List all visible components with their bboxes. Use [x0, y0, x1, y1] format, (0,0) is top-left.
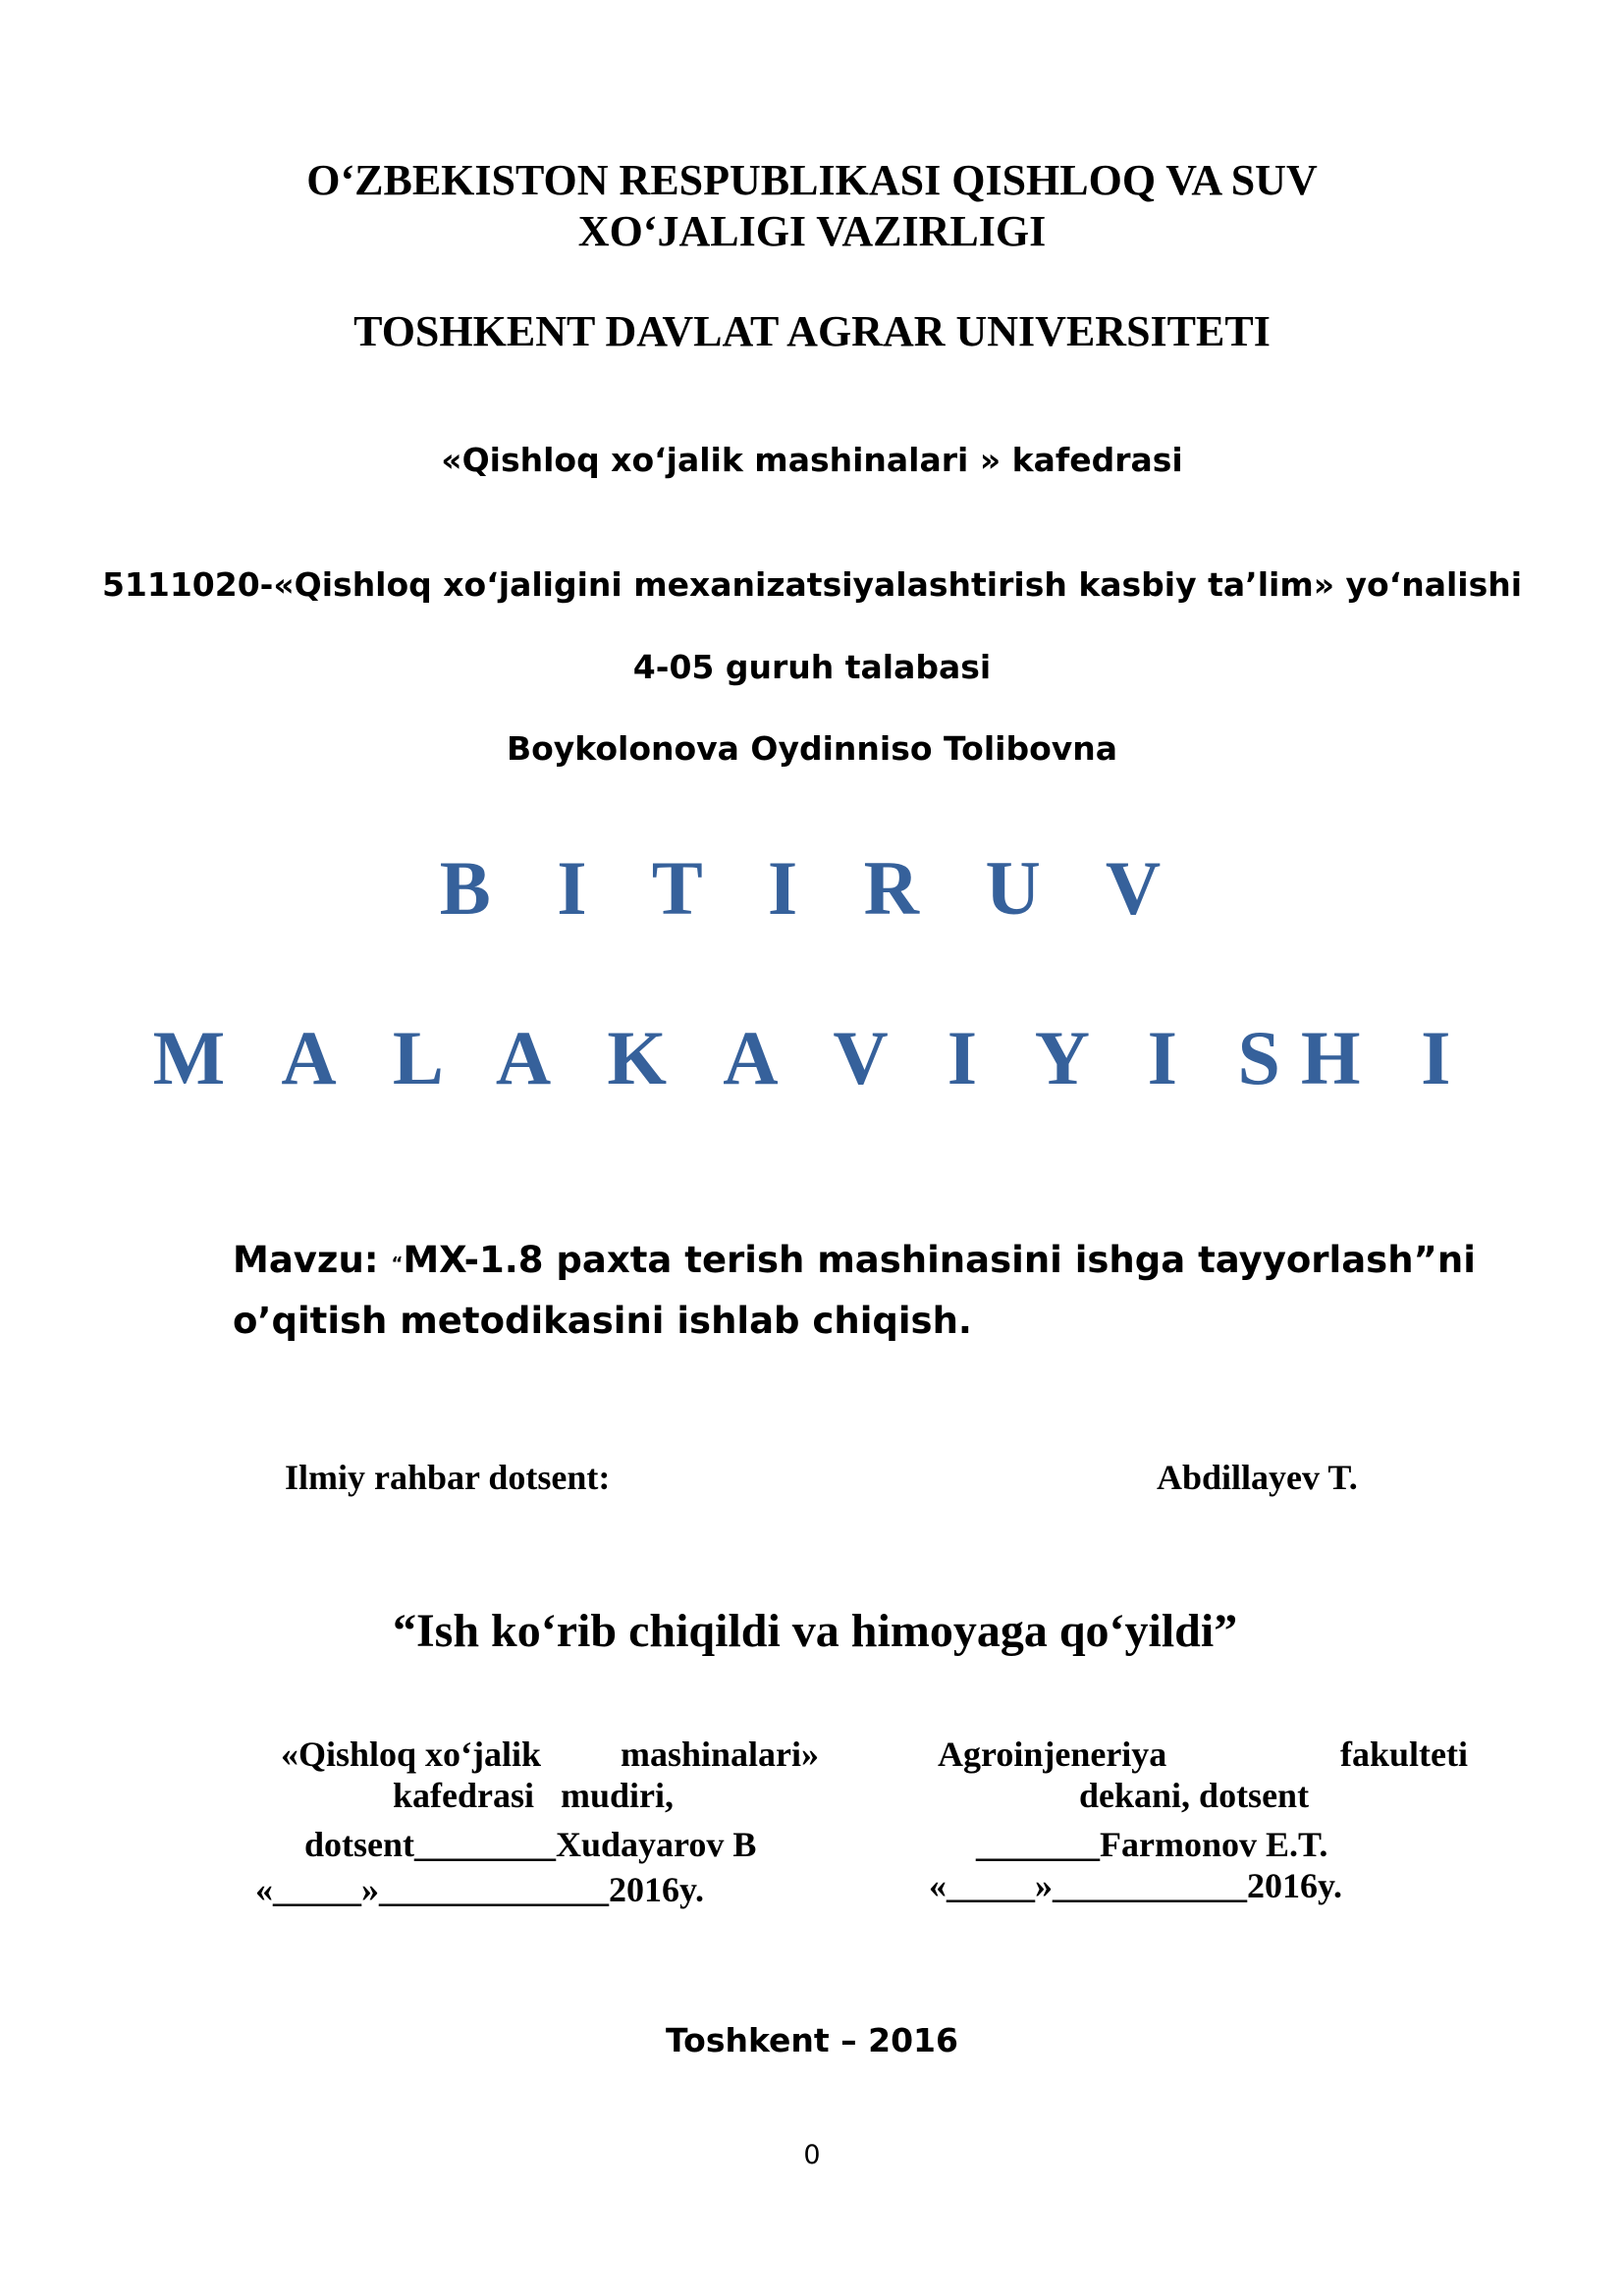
left-signature-block: [255, 1734, 825, 1910]
right-signature-block: [923, 1734, 1473, 1906]
left-block-line-1: [255, 1734, 819, 1775]
group-line: 4-05 guruh talabasi: [632, 648, 992, 686]
university-name: TOSHKENT DAVLAT AGRAR UNIVERSITETI: [353, 307, 1271, 355]
left-block-line-1b: mashinalari»: [620, 1735, 819, 1774]
topic-label: Mavzu:: [233, 1239, 379, 1281]
thesis-title-line-1: B I T I R U V: [439, 845, 1185, 931]
topic-text: MX-1.8 paxta terish mashinasini ishga tayyorlash”ni o’qitish metodikasini ishlab chiqish.: [233, 1239, 1476, 1342]
ministry-line-1: O‘ZBEKISTON RESPUBLIKASI QISHLOQ VA SUV: [306, 156, 1318, 204]
right-block-line-1: [923, 1734, 1468, 1775]
right-block-line-1a: Agroinjeneriya: [938, 1735, 1167, 1774]
specialty-line: 5111020-«Qishloq xo‘jaligini mexanizatsiyalashtirish kasbiy ta’lim» yo‘nalishi: [101, 565, 1523, 604]
supervisor-name: Abdillayev T.: [1157, 1458, 1358, 1497]
page-number: 0: [803, 2140, 821, 2170]
student-name: Boykolonova Oydinniso Tolibovna: [506, 729, 1118, 768]
topic-paragraph: [233, 1230, 1519, 1352]
topic-open-quote: “: [391, 1254, 404, 1274]
thesis-title-line-2: M A L A K A V I Y I SH I: [152, 1015, 1472, 1100]
department-name: «Qishloq xo‘jalik mashinalari » kafedrasi: [441, 441, 1183, 479]
ministry-line-2: XO‘JALIGI VAZIRLIGI: [577, 207, 1047, 255]
supervisor-label: Ilmiy rahbar dotsent:: [285, 1458, 611, 1497]
left-block-line-1a: «Qishloq xo‘jalik: [281, 1735, 542, 1774]
right-block-line-4: «_____»___________2016y.: [929, 1866, 1343, 1905]
left-block-line-2: kafedrasi mudiri,: [393, 1776, 675, 1815]
approval-quote: “Ish ko‘rib chiqildi va himoyaga qo‘yildi”: [393, 1605, 1238, 1657]
left-block-line-4: «_____»_____________2016y.: [255, 1870, 705, 1909]
left-block-line-3: dotsent________Xudayarov B: [304, 1825, 757, 1864]
ministry-title: [0, 155, 1624, 257]
city-year: Toshkent – 2016: [666, 2021, 958, 2059]
right-block-line-3: _______Farmonov E.T.: [976, 1825, 1328, 1864]
right-block-line-1b: fakulteti: [1340, 1735, 1468, 1774]
right-block-line-2: dekani, dotsent: [1079, 1776, 1310, 1815]
